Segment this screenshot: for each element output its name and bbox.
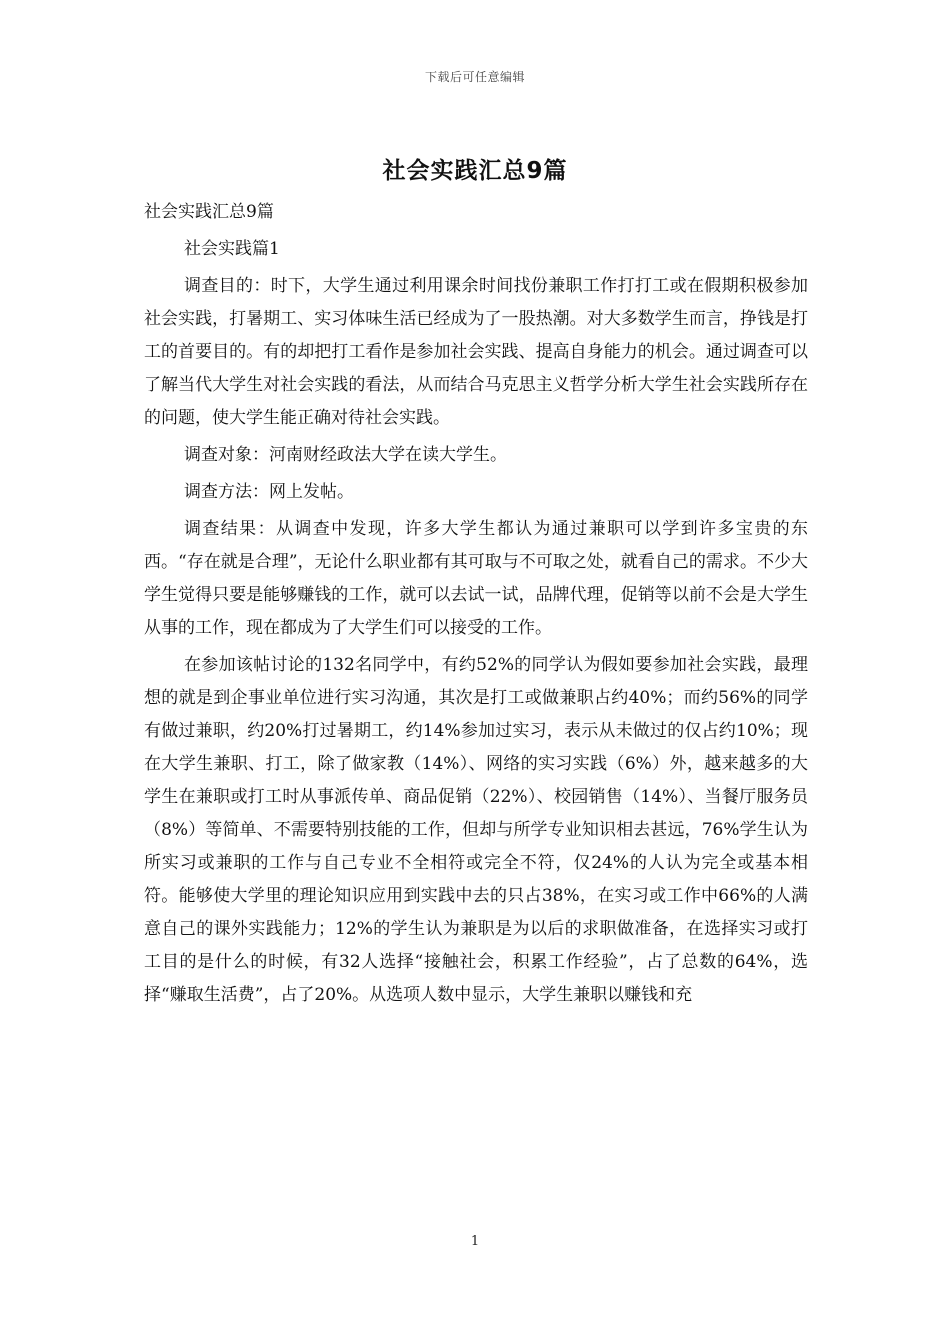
- paragraph-survey-method: 调查方法：网上发帖。: [184, 482, 354, 502]
- section-heading: 社会实践篇1: [184, 239, 280, 259]
- document-title: 社会实践汇总9篇: [382, 158, 568, 184]
- document-body: [144, 196, 808, 1012]
- paragraph-survey-subjects: 调查对象：河南财经政法大学在读大学生。: [184, 445, 507, 465]
- document-subtitle: 社会实践汇总9篇: [144, 202, 274, 222]
- paragraph-survey-statistics: 在参加该帖讨论的132名同学中，有约52%的同学认为假如要参加社会实践，最理想的就是到企事业单位进行实习沟通，其次是打工或做兼职占约40%；而约56%的同学有做过兼职，约20%打过暑期工，约14%参加过实习，表示从未做过的仅占约10%；现在大学生兼职、打工，除了做家教（14%）、网络的实习实践（6%）外，越来越多的大学生在兼职或打工时从事派传单、商品促销（22%）、校园销售（14%）、当餐厅服务员（8%）等简单、不需要特别技能的工作，但却与所学专业知识相去甚远，76%学生认为所实习或兼职的工作与自己专业不全相符或完全不符，仅24%的人认为完全或基本相符。能够使大学里的理论知识应用到实践中去的只占38%，在实习或工作中66%的人满意自己的课外实践能力；12%的学生认为兼职是为以后的求职做准备，在选择实习或打工目的是什么的时候，有32人选择“接触社会，积累工作经验”，占了总数的64%，选择“赚取生活费”，占了20%。从选项人数中显示，大学生兼职以赚钱和充: [144, 655, 808, 1005]
- paragraph-survey-results: 调查结果：从调查中发现，许多大学生都认为通过兼职可以学到许多宝贵的东西。“存在就是合理”，无论什么职业都有其可取与不可取之处，就看自己的需求。不少大学生觉得只要是能够赚钱的工作，就可以去试一试，品牌代理，促销等以前不会是大学生从事的工作，现在都成为了大学生们可以接受的工作。: [144, 519, 808, 638]
- download-edit-note: 下载后可任意编辑: [424, 70, 525, 84]
- page-number: 1: [470, 1234, 480, 1249]
- paragraph-survey-purpose: 调查目的：时下，大学生通过利用课余时间找份兼职工作打打工或在假期积极参加社会实践，打暑期工、实习体味生活已经成为了一股热潮。对大多数学生而言，挣钱是打工的首要目的。有的却把打工看作是参加社会实践、提高自身能力的机会。通过调查可以了解当代大学生对社会实践的看法，从而结合马克思主义哲学分析大学生社会实践所存在的问题，使大学生能正确对待社会实践。: [144, 276, 808, 428]
